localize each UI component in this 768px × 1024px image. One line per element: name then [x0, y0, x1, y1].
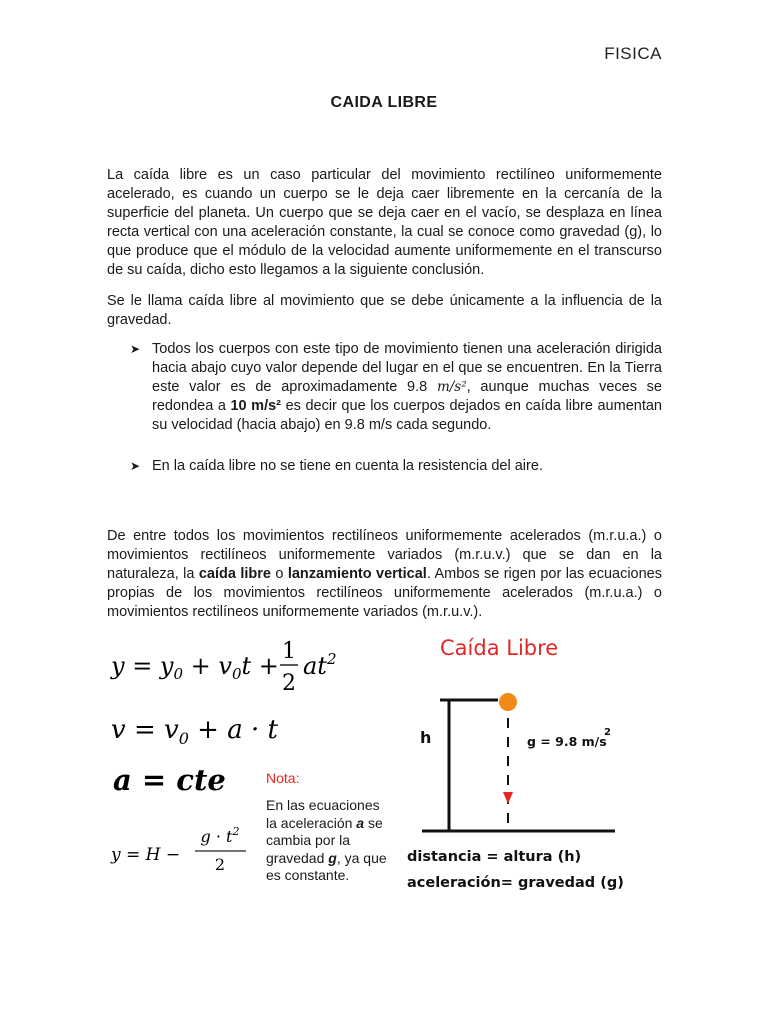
svg-text:y = y0 + v0t +: $y = y_0 + v_0t$ +	[111, 652, 279, 683]
page-title: CAIDA LIBRE	[330, 94, 438, 111]
equation-constant	[113, 763, 226, 797]
svg-text:at2: $at^2$	[303, 650, 337, 680]
svg-text:y = H −: y = H −	[111, 845, 181, 865]
note-title: Nota:	[266, 770, 300, 786]
equation-free-fall	[110, 825, 246, 874]
svg-text:g = 9.8 m/s: g = 9.8 m/s	[527, 734, 607, 749]
intro-paragraph: La caída libre es un caso particular del movimiento rectilíneo uniformemente acelerado, es cuando un cuerpo se le deja caer libremente en la cercanía de la superficie del planeta. Un cuerpo que se deja caer en el vacío, se desplaza en línea recta vertical con una aceleración constante, la cual se conoce como gravedad (g), lo que produce que el módulo de la velocidad aumente uniformemente en el transcurso de su caída, dicho esto llegamos a la siguiente conclusión.	[107, 167, 662, 278]
falling-ball-icon	[499, 693, 517, 711]
movements-paragraph: De entre todos los movimientos rectilíneos uniformemente acelerados (m.r.u.a.) o movimientos rectilíneos uniformemente variados (m.r.u.v.) que se dan en la naturaleza, la caída libre o lanzamiento vertical. Ambos se rigen por las ecuaciones propias de los movimientos rectilíneos uniformemente acelerados (m.r.u.a.) o movimientos rectilíneos uniformemente variados (m.r.u.v.).	[107, 528, 662, 620]
diagram-title: Caída Libre	[440, 636, 559, 660]
svg-text:1: 1	[282, 639, 296, 664]
svg-text:2: 2	[214, 855, 226, 874]
gravity-arrow-icon	[503, 792, 513, 804]
arrow-bullet-icon: ➤	[130, 342, 141, 356]
svg-text:a = cte: a = cte	[113, 763, 226, 797]
bullet-item-acceleration: ➤ Todos los cuerpos con este tipo de movimiento tienen una aceleración dirigida hacia abajo cuyo valor depende del lugar en el que se encuentren. En la Tierra este valor es de aproximadamente 9.8 m/s², aunque muchas veces se redondea a 10 m/s² es decir que los cuerpos dejados en caída libre aumentan su velocidad (hacia abajo) en 9.8 m/s cada segundo.	[130, 341, 662, 433]
rounded-value: 10 m/s²	[230, 398, 281, 414]
svg-text:2: 2	[604, 727, 611, 738]
note-body: En las ecuaciones la aceleración a se cambia por la gravedad g, ya que es constante.	[266, 797, 387, 883]
free-fall-diagram	[410, 685, 700, 845]
svg-text:g · t2: $g \cdot t^2$	[200, 825, 240, 846]
bullet-list	[130, 340, 662, 476]
subject-header: FISICA	[604, 44, 662, 63]
svg-text:h: h	[420, 728, 432, 747]
definition-paragraph: Se le llama caída libre al movimiento que se debe únicamente a la influencia de la gravedad.	[107, 293, 662, 328]
svg-text:v = v0 + a · t: $v = v_0 + a \cdot t$	[111, 715, 278, 748]
diagram-caption-distance: distancia = altura (h)	[407, 849, 582, 865]
equation-velocity	[111, 715, 279, 748]
unit-math: m/s²	[436, 379, 467, 395]
arrow-bullet-icon: ➤	[130, 459, 141, 473]
svg-text:2: 2	[282, 671, 296, 696]
diagram-caption-acceleration: aceleración= gravedad (g)	[407, 875, 624, 891]
equation-position	[110, 639, 337, 696]
bullet-item-air-resistance: ➤ En la caída libre no se tiene en cuenta la resistencia del aire.	[130, 458, 543, 474]
